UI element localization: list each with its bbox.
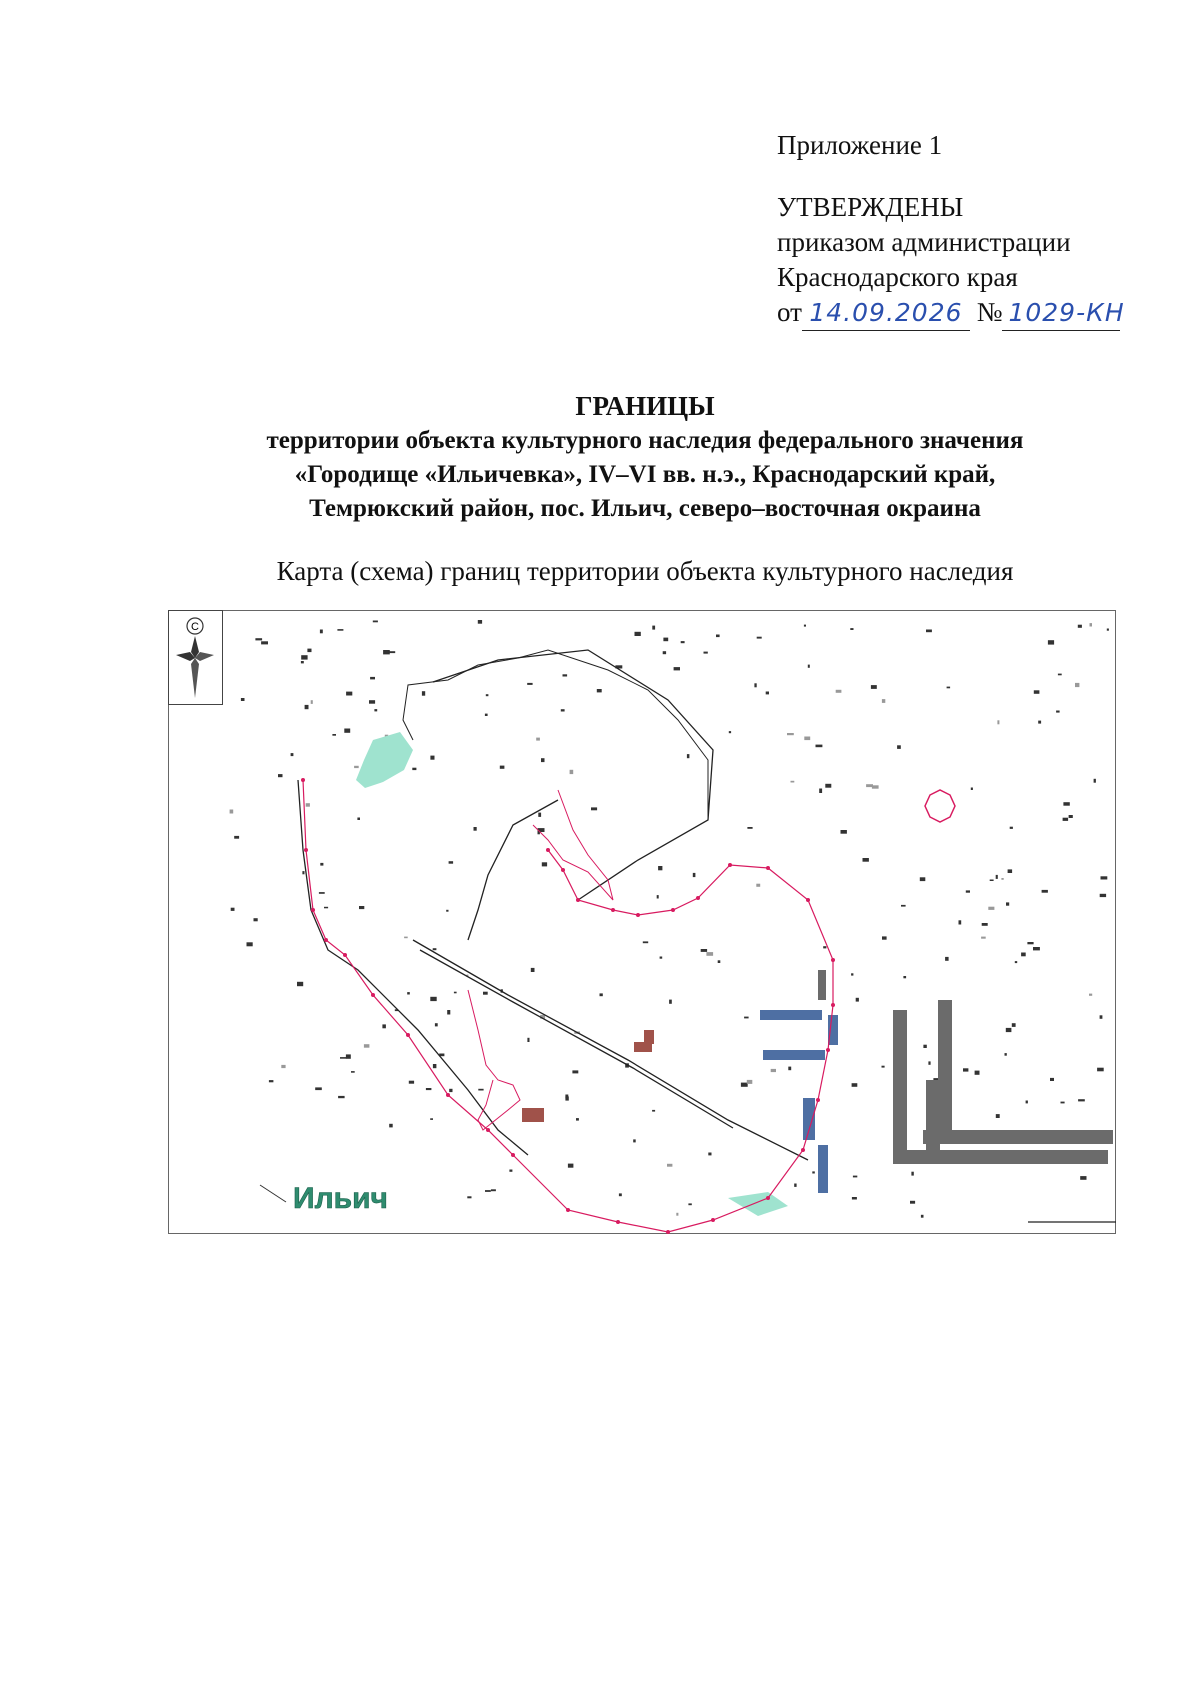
boundary-vertex: [766, 866, 770, 870]
survey-point: [449, 861, 454, 864]
survey-point: [1005, 1053, 1007, 1056]
survey-point: [1100, 894, 1106, 897]
survey-point: [474, 827, 477, 831]
survey-point: [852, 1197, 857, 1200]
survey-point: [652, 626, 655, 630]
survey-point: [1107, 629, 1109, 631]
survey-point: [669, 1000, 672, 1004]
survey-point: [1075, 683, 1079, 687]
survey-point: [478, 620, 482, 624]
survey-point: [247, 942, 253, 946]
survey-point: [794, 1184, 796, 1187]
survey-point: [643, 941, 648, 943]
survey-point: [866, 784, 873, 787]
survey-point: [744, 1017, 749, 1019]
survey-point: [241, 698, 245, 701]
compass-rose-icon: [169, 611, 223, 705]
survey-point: [819, 789, 822, 794]
survey-point: [926, 630, 932, 633]
survey-point: [306, 803, 310, 807]
survey-point: [852, 1083, 858, 1087]
document-heading: [0, 390, 1200, 526]
survey-point: [1090, 623, 1093, 626]
survey-point: [409, 1081, 414, 1084]
survey-point: [1001, 878, 1003, 880]
survey-point: [467, 1196, 471, 1198]
boundary-vertex: [371, 993, 375, 997]
survey-point: [446, 910, 448, 912]
survey-point: [718, 960, 721, 963]
survey-point: [1050, 1078, 1054, 1081]
survey-point: [741, 1083, 748, 1087]
survey-point: [447, 1010, 450, 1015]
survey-point: [351, 1071, 355, 1073]
survey-point: [281, 1065, 285, 1068]
survey-point: [542, 862, 547, 866]
boundary-vertex: [576, 898, 580, 902]
survey-point: [597, 689, 602, 692]
survey-point: [1042, 890, 1048, 893]
survey-point: [982, 923, 988, 926]
boundary-vertex: [801, 1148, 805, 1152]
boundary-vertex: [696, 896, 700, 900]
boundary-vertex: [406, 1033, 410, 1037]
survey-point: [230, 810, 234, 814]
survey-point: [1006, 902, 1009, 905]
survey-point: [963, 1068, 968, 1071]
survey-point: [412, 768, 416, 770]
survey-point: [693, 873, 696, 877]
boundary-vertex: [711, 1218, 715, 1222]
survey-point: [1061, 1102, 1065, 1104]
boundary-vertex: [343, 953, 347, 957]
approved-by-line2: Краснодарского края: [777, 262, 1018, 292]
survey-point: [997, 720, 999, 724]
survey-point: [804, 625, 806, 627]
survey-point: [500, 766, 505, 769]
map-canvas: [168, 610, 1116, 1234]
survey-point: [882, 1066, 885, 1068]
survey-point: [527, 1038, 529, 1042]
survey-point: [430, 1118, 433, 1120]
survey-point: [302, 871, 304, 874]
survey-point: [389, 651, 395, 653]
survey-point: [1078, 625, 1082, 628]
survey-point: [652, 1110, 655, 1112]
survey-point: [359, 906, 364, 909]
survey-point: [422, 691, 425, 696]
survey-point: [1038, 721, 1041, 724]
survey-point: [851, 973, 853, 975]
survey-point: [561, 709, 565, 711]
survey-point: [478, 1089, 483, 1091]
survey-point: [426, 1088, 432, 1090]
approved-label: УТВЕРЖДЕНЫ: [777, 192, 964, 222]
survey-point: [1034, 690, 1040, 694]
survey-point: [389, 1124, 393, 1128]
survey-point: [1101, 876, 1108, 879]
survey-point: [966, 890, 970, 892]
survey-point: [231, 908, 235, 911]
boundary-vertex: [766, 1196, 770, 1200]
survey-point: [1063, 802, 1069, 806]
survey-point: [291, 753, 294, 756]
survey-point: [332, 734, 336, 736]
survey-point: [996, 1114, 1000, 1118]
survey-point: [301, 655, 307, 659]
approval-block: [777, 128, 1177, 331]
survey-point: [704, 652, 708, 654]
survey-point: [959, 920, 962, 924]
survey-point: [297, 982, 303, 986]
survey-point: [1027, 942, 1033, 944]
heading-title: ГРАНИЦЫ: [575, 391, 715, 421]
survey-point: [407, 992, 410, 994]
survey-point: [576, 1118, 579, 1121]
survey-point: [1010, 827, 1013, 829]
survey-point: [990, 880, 994, 882]
survey-point: [568, 1164, 574, 1168]
survey-point: [911, 1172, 913, 1176]
survey-point: [663, 638, 668, 642]
survey-point: [676, 1213, 678, 1216]
survey-point: [538, 813, 541, 817]
boundary-vertex: [546, 848, 550, 852]
survey-point: [383, 650, 390, 654]
boundary-vertex: [816, 1098, 820, 1102]
survey-point: [996, 875, 998, 879]
survey-point: [928, 1061, 930, 1064]
survey-point: [681, 641, 685, 643]
survey-point: [338, 1096, 345, 1098]
survey-point: [301, 661, 304, 663]
survey-point: [364, 1044, 370, 1048]
boundary-vertex: [806, 898, 810, 902]
survey-point: [633, 1139, 636, 1142]
survey-point: [433, 1064, 437, 1068]
survey-point: [234, 836, 239, 839]
survey-point: [635, 632, 641, 636]
survey-point: [320, 863, 323, 866]
survey-point: [340, 1057, 346, 1059]
survey-point: [1008, 869, 1013, 873]
survey-point: [871, 685, 877, 689]
survey-point: [658, 866, 662, 870]
survey-point: [315, 1087, 322, 1090]
survey-point: [687, 754, 690, 758]
survey-point: [305, 705, 309, 709]
survey-point: [771, 1069, 776, 1072]
survey-point: [706, 952, 713, 956]
survey-point: [754, 683, 756, 687]
survey-point: [903, 976, 906, 978]
survey-point: [430, 997, 436, 1001]
survey-point: [619, 1193, 622, 1196]
boundary-vertex: [324, 938, 328, 942]
survey-point: [254, 918, 258, 921]
survey-point: [1033, 947, 1040, 950]
survey-point: [812, 1171, 815, 1173]
survey-point: [1097, 1068, 1104, 1072]
survey-point: [354, 766, 359, 768]
map-caption: Карта (схема) границ территории объекта культурного наследия: [276, 556, 1014, 586]
survey-point: [708, 1153, 711, 1156]
survey-point: [369, 700, 375, 704]
survey-point: [923, 1045, 926, 1048]
survey-point: [591, 807, 597, 810]
survey-point: [337, 629, 343, 631]
survey-point: [570, 770, 574, 774]
survey-point: [483, 992, 488, 995]
survey-point: [1015, 961, 1017, 963]
survey-point: [882, 699, 885, 703]
survey-point: [823, 946, 826, 948]
survey-point: [1069, 815, 1073, 818]
survey-point: [1021, 953, 1026, 957]
survey-point: [729, 731, 731, 733]
survey-point: [370, 677, 375, 680]
survey-point: [747, 1080, 753, 1084]
boundary-vertex: [666, 1230, 670, 1234]
survey-point: [430, 756, 434, 760]
survey-point: [563, 674, 568, 676]
number-prefix: №: [976, 297, 1003, 327]
survey-point: [527, 683, 532, 685]
survey-point: [657, 895, 659, 898]
boundary-vertex: [486, 1128, 490, 1132]
survey-point: [1089, 994, 1092, 996]
survey-point: [307, 649, 311, 653]
survey-point: [921, 1215, 924, 1218]
survey-point: [853, 1176, 857, 1178]
survey-point: [836, 690, 842, 693]
survey-point: [255, 638, 262, 640]
survey-point: [324, 907, 328, 909]
survey-point: [975, 1071, 980, 1075]
survey-point: [320, 630, 323, 634]
survey-point: [667, 1164, 672, 1167]
heading-line-3: Темрюкский район, пос. Ильич, северо–восточная окраина: [309, 495, 981, 522]
survey-point: [269, 1080, 274, 1082]
boundary-vertex: [301, 778, 305, 782]
heading-line-1: территории объекта культурного наследия федерального значения: [266, 427, 1024, 454]
survey-point: [509, 1170, 512, 1172]
survey-point: [897, 745, 901, 749]
survey-point: [346, 1054, 351, 1058]
survey-point: [404, 937, 408, 939]
survey-point: [1080, 1176, 1086, 1180]
appendix-label: Приложение 1: [777, 130, 943, 160]
survey-point: [1048, 640, 1054, 644]
survey-point: [1063, 818, 1069, 821]
survey-point: [565, 1096, 568, 1100]
survey-point: [311, 700, 313, 704]
boundary-vertex: [831, 958, 835, 962]
survey-point: [1006, 1028, 1012, 1032]
survey-point: [382, 1024, 386, 1028]
boundary-vertex: [636, 913, 640, 917]
survey-point: [1012, 1023, 1016, 1027]
approval-date-number: [777, 295, 1177, 331]
survey-point: [600, 993, 603, 996]
survey-point: [449, 1089, 452, 1092]
survey-point: [536, 738, 540, 741]
survey-point: [435, 1023, 438, 1026]
survey-point: [920, 877, 926, 881]
survey-point: [433, 948, 437, 950]
survey-point: [825, 784, 831, 788]
survey-point: [1026, 1101, 1028, 1104]
survey-point: [531, 968, 535, 972]
survey-point: [841, 830, 847, 834]
survey-point: [808, 665, 810, 668]
survey-point: [766, 692, 769, 695]
survey-point: [1078, 1099, 1085, 1101]
boundary-vertex: [561, 868, 565, 872]
survey-point: [1056, 711, 1060, 713]
boundary-map: [168, 610, 1116, 1234]
survey-point: [261, 641, 268, 644]
survey-point: [791, 781, 795, 783]
survey-point: [319, 892, 325, 894]
survey-point: [882, 936, 887, 939]
survey-point: [856, 998, 859, 1002]
approved-by-line1: приказом администрации: [777, 227, 1071, 257]
date-field: [802, 295, 970, 331]
survey-point: [1100, 1015, 1103, 1019]
survey-point: [947, 687, 951, 689]
survey-point: [491, 1189, 496, 1191]
survey-point: [485, 1190, 491, 1192]
date-value: 14.09.2026: [809, 298, 963, 327]
number-field: [1002, 295, 1125, 331]
survey-point: [910, 1201, 915, 1204]
survey-point: [757, 637, 762, 639]
survey-point: [804, 737, 810, 741]
survey-point: [278, 774, 283, 777]
survey-point: [688, 1203, 691, 1205]
survey-point: [374, 709, 377, 711]
survey-point: [787, 733, 794, 735]
boundary-vertex: [826, 1048, 830, 1052]
survey-point: [716, 635, 720, 638]
survey-point: [988, 907, 994, 910]
survey-point: [660, 957, 663, 959]
survey-point: [1058, 674, 1062, 676]
survey-point: [788, 1067, 791, 1071]
survey-point: [971, 788, 973, 791]
town-label: Ильич: [293, 1182, 388, 1215]
survey-point: [486, 694, 489, 696]
heading-line-2: «Городище «Ильичевка», IV–VI вв. н.э., Краснодарский край,: [294, 461, 996, 488]
boundary-vertex: [566, 1208, 570, 1212]
survey-point: [901, 905, 906, 907]
date-prefix: от: [777, 297, 802, 327]
survey-point: [485, 714, 488, 716]
survey-point: [981, 937, 986, 939]
survey-point: [663, 651, 666, 654]
survey-point: [850, 628, 853, 630]
survey-point: [756, 884, 760, 887]
survey-point: [863, 858, 869, 862]
boundary-vertex: [446, 1093, 450, 1097]
survey-point: [357, 818, 360, 821]
boundary-vertex: [511, 1153, 515, 1157]
boundary-vertex: [311, 908, 315, 912]
boundary-vertex: [831, 1003, 835, 1007]
boundary-vertex: [671, 908, 675, 912]
survey-point: [541, 758, 545, 762]
boundary-vertex: [611, 908, 615, 912]
number-value: 1029-КН: [1008, 298, 1125, 327]
survey-point: [701, 949, 707, 952]
boundary-vertex: [616, 1220, 620, 1224]
boundary-vertex: [304, 848, 308, 852]
survey-point: [945, 957, 949, 961]
survey-point: [674, 667, 680, 670]
survey-point: [747, 827, 752, 829]
survey-point: [373, 621, 378, 623]
survey-point: [1094, 779, 1096, 783]
survey-point: [816, 745, 823, 748]
boundary-vertex: [728, 863, 732, 867]
survey-point: [454, 992, 457, 994]
survey-point: [344, 729, 350, 733]
survey-point: [572, 1070, 578, 1073]
survey-point: [346, 692, 352, 696]
compass-letter: С: [191, 621, 199, 633]
